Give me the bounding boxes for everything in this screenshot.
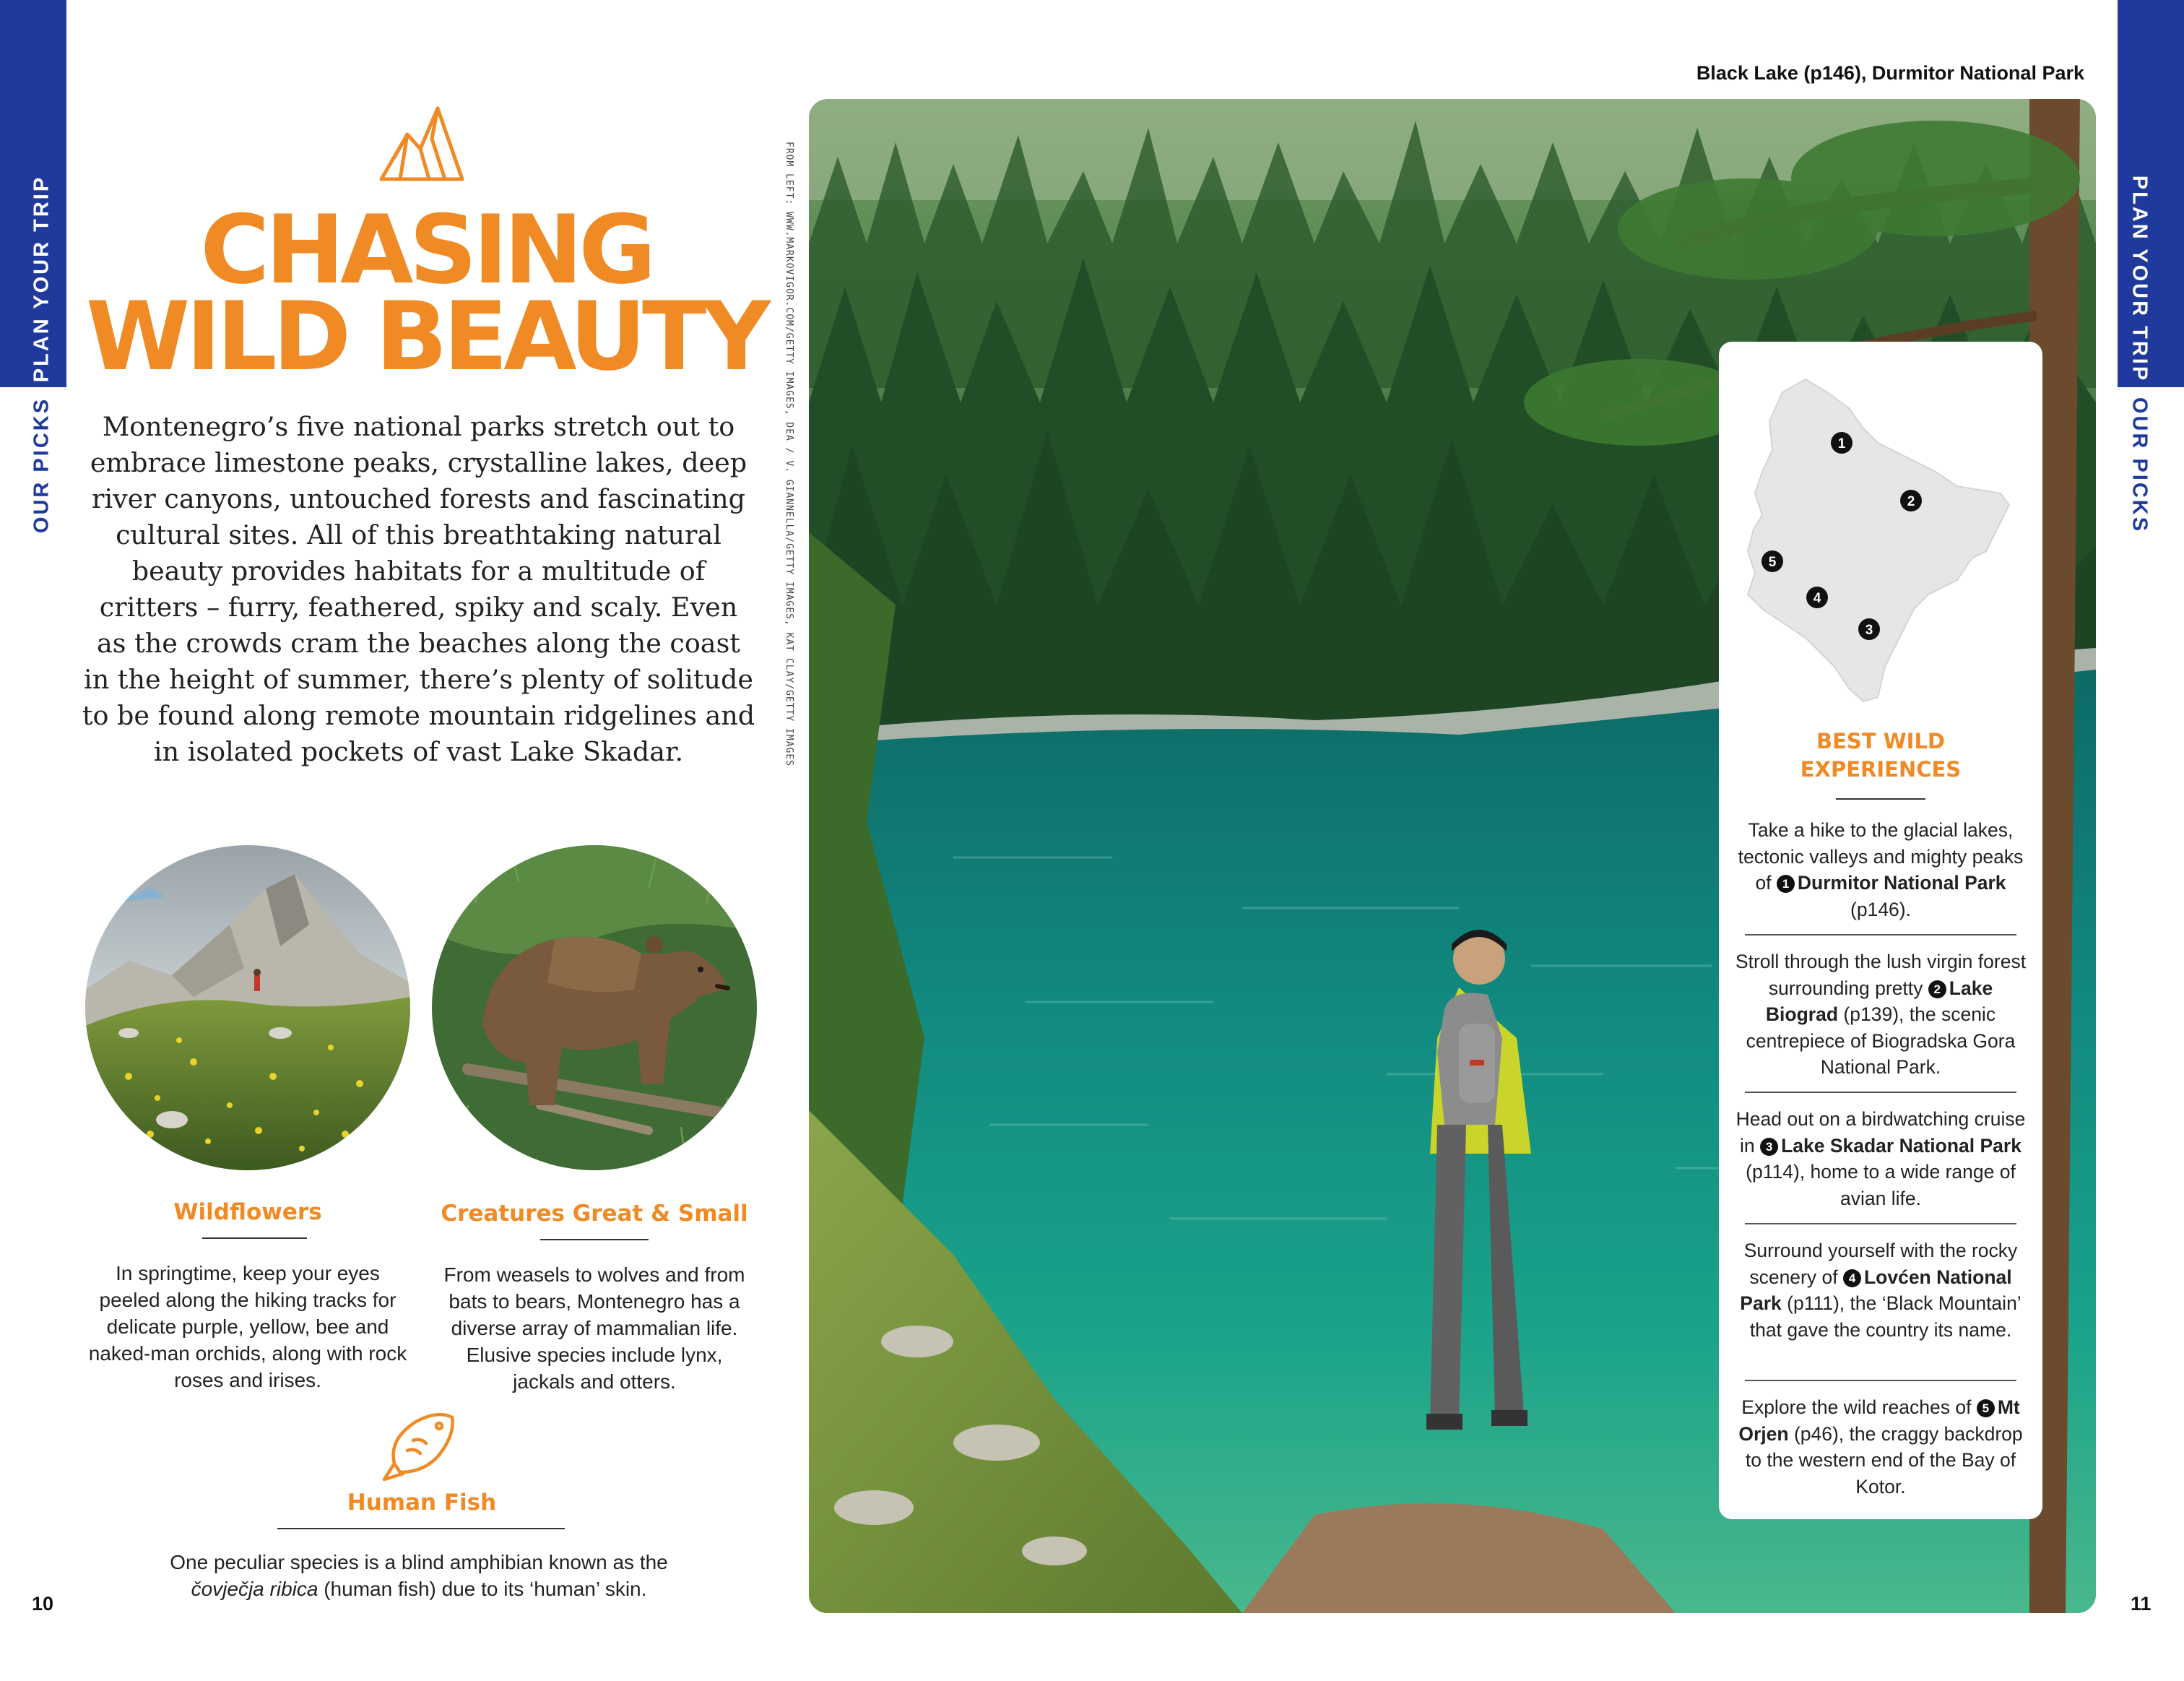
panel-heading-line1: BEST WILD (1816, 729, 1945, 753)
left-section-label: PLAN YOUR TRIP (30, 175, 53, 383)
montenegro-map (1741, 363, 2022, 703)
intro-paragraph: Montenegro’s five national parks stretch out to embrace limestone peaks, crystalline lakes, deep river canyons, untouched forests and fascinating cultural sites. All of this breathtaking natural beauty provides habitats for a multitude of critters – furry, feathered, spiky and scaly. Even as the crowds cram the beaches along the coast in the height of summer, there’s plenty of solitude to be found along remote mountain ridgelines and in isolated pockets of vast Lake Skadar. (82, 411, 755, 767)
fish-icon (381, 1410, 458, 1482)
photo-caption: Black Lake (p146), Durmitor National Park (1696, 62, 2084, 84)
experience-item-2: Stroll through the lush virgin forest surrounding pretty 2 Lake Biograd (p139), the scenic centrepiece of Biogradska Gora National Park. (1735, 951, 2027, 1078)
svg-text:5: 5 (1768, 555, 1777, 570)
experience-item-3: Head out on a birdwatching cruise in 3 Lake Skadar National Park (p114), home to a wide range of avian life. (1736, 1108, 2026, 1209)
svg-text:2: 2 (1907, 494, 1915, 509)
page-number-left: 10 (32, 1593, 54, 1615)
wildflowers-text: In springtime, keep your eyes peeled along the hiking tracks for delicate purple, yellow, bee and naked-man orchids, along with rock roses and irises. (88, 1262, 407, 1391)
wildflowers-heading: Wildflowers (173, 1199, 322, 1225)
creatures-text: From weasels to wolves and from bats to bears, Montenegro has a diverse array of mammalian life. Elusive species include lynx, jackals and otters. (443, 1263, 745, 1393)
wildflowers-photo (85, 845, 410, 1170)
map-marker-3 (1858, 618, 1880, 640)
svg-text:3: 3 (1865, 623, 1873, 638)
page-number-right: 11 (2131, 1593, 2152, 1615)
mountain-icon (378, 104, 465, 183)
map-marker-5 (1762, 550, 1783, 572)
best-wild-experiences-panel (1719, 342, 2042, 1519)
creatures-heading: Creatures Great & Small (441, 1201, 748, 1227)
photo-credit: FROM LEFT: WWW.MARKOVIGOR.COM/GETTY IMAGES, DEA / V. GIANNELLA/GETTY IMAGES, KAT CLAY/GETTY IMAGES (784, 142, 794, 767)
bear-photo (432, 845, 757, 1170)
experience-divider (1745, 1223, 2016, 1224)
experience-divider (1745, 934, 2016, 935)
page-title-line2: WILD BEAUTY (85, 281, 767, 392)
svg-text:1: 1 (1837, 436, 1846, 451)
experience-divider (1745, 1092, 2016, 1093)
page-title-line1: CHASING (200, 194, 652, 305)
experience-item-1: Take a hike to the glacial lakes, tectonic valleys and mighty peaks of 1 Durmitor National Park (p146). (1738, 819, 2024, 920)
experience-item-4: Surround yourself with the rocky scenery of 4 Lovćen National Park (p111), the ‘Black Mountain’ that gave the country its name. (1740, 1240, 2022, 1341)
wildflowers-rule (202, 1237, 307, 1239)
svg-text:4: 4 (1813, 591, 1821, 606)
creatures-rule (540, 1239, 649, 1240)
panel-heading-rule (1836, 798, 1925, 800)
map-marker-4 (1806, 587, 1828, 608)
left-subsection-label: OUR PICKS (30, 397, 53, 534)
human-fish-heading: Human Fish (347, 1490, 497, 1516)
panel-heading-line2: EXPERIENCES (1800, 757, 1962, 782)
human-fish-text: One peculiar species is a blind amphibian known as the čovječja ribica (human fish) due to its ‘human’ skin. (170, 1551, 668, 1600)
experience-divider (1745, 1380, 2016, 1381)
human-fish-rule (277, 1528, 565, 1529)
map-marker-2 (1900, 490, 1922, 511)
experience-item-5: Explore the wild reaches of 5 Mt Orjen (p46), the craggy backdrop to the western end of the Bay of Kotor. (1738, 1396, 2023, 1498)
right-subsection-label: OUR PICKS (2128, 397, 2152, 534)
right-section-label: PLAN YOUR TRIP (2128, 175, 2152, 383)
map-marker-1 (1831, 432, 1852, 454)
